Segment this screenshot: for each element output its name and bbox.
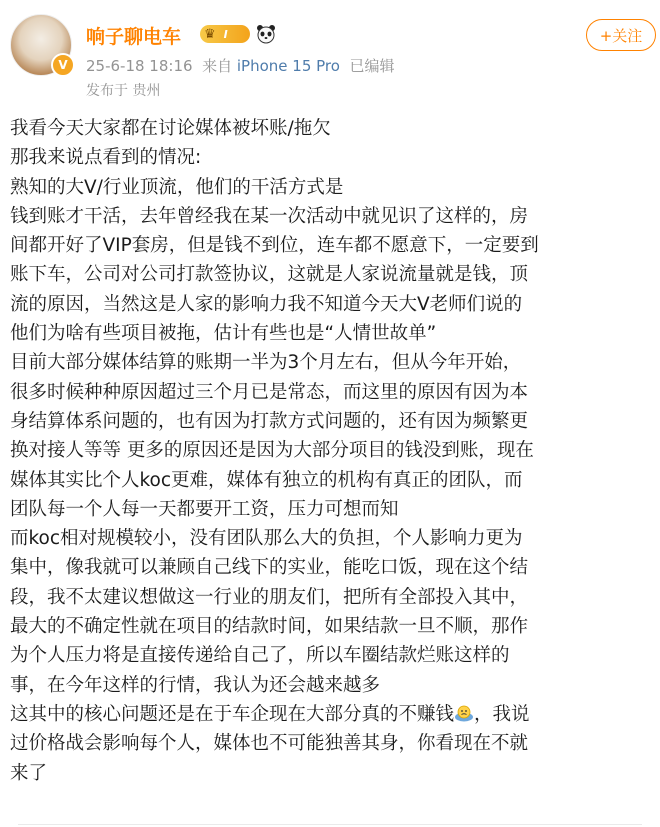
source-prefix: 来自	[202, 57, 233, 75]
content-line: 为个人压力将是直接传递给自己了，所以车圈结款烂账这样的	[10, 645, 510, 667]
content-line: 事，在今年这样的行情，我认为还会越来越多	[10, 674, 381, 696]
content-line: 很多时候种种原因超过三个月已是常态，而这里的原因有因为本	[10, 381, 529, 403]
content-line: 来了	[10, 762, 48, 784]
content-line: 他们为啥有些项目被拖，估计有些也是“人情世故单”	[10, 323, 437, 345]
edited-label[interactable]: 已编辑	[349, 57, 395, 75]
content-line: 身结算体系问题的，也有因为打款方式问题的，还有因为频繁更	[10, 410, 529, 432]
verified-v-icon: V	[51, 53, 75, 77]
post-content	[10, 114, 655, 788]
author-name[interactable]: 响子聊电车	[86, 26, 182, 48]
content-line: 集中，像我就可以兼顾自己线下的实业，能吃口饭，现在这个结	[10, 557, 529, 579]
content-line: 流的原因，当然这是人家的影响力我不知道今天大V老师们说的	[10, 293, 523, 315]
content-line: 媒体其实比个人koc更难，媒体有独立的机构有真正的团队，而	[10, 469, 523, 491]
level-label: I	[223, 27, 228, 41]
content-line: 而koc相对规模较小，没有团队那么大的负担，个人影响力更为	[10, 528, 523, 550]
content-line: 账下车，公司对公司打款签协议，这就是人家说流量就是钱，顶	[10, 264, 529, 286]
emoji-icon	[454, 704, 474, 722]
content-line: 我看今天大家都在讨论媒体被坏账/拖欠	[10, 118, 331, 139]
crown-level-icon: ♛	[204, 26, 216, 42]
follow-button[interactable]: +关注	[586, 19, 656, 51]
post-location: 发布于 贵州	[86, 83, 161, 99]
content-line: 那我来说点看到的情况:	[10, 147, 202, 169]
content-fragment: ，我说	[474, 703, 530, 725]
post-time[interactable]: 25-6-18 18:16	[86, 57, 193, 75]
content-fragment: 这其中的核心问题还是在于车企现在大部分真的不赚钱	[10, 703, 455, 725]
content-line: 钱到账才干活，去年曾经我在某一次活动中就见识了这样的，房	[10, 205, 529, 227]
content-line: 间都开好了VIP套房，但是钱不到位，连车都不愿意下，一定要到	[10, 235, 539, 257]
divider	[18, 824, 642, 825]
content-line: 过价格战会影响每个人，媒体也不可能独善其身，你看现在不就	[10, 733, 529, 755]
avatar[interactable]	[10, 14, 72, 76]
post-meta	[86, 55, 395, 76]
content-line: 换对接人等等 更多的原因还是因为大部分项目的钱没到账，现在	[10, 440, 534, 462]
level-badge[interactable]	[200, 25, 250, 43]
content-line: 团队每一个人每一天都要开工资，压力可想而知	[10, 498, 399, 520]
content-line: 目前大部分媒体结算的账期一半为3个月左右，但从今年开始，	[10, 352, 522, 374]
content-line-with-emoji	[10, 700, 655, 729]
device-link[interactable]: iPhone 15 Pro	[236, 57, 340, 75]
content-line: 最大的不确定性就在项目的结款时间，如果结款一旦不顺，那作	[10, 616, 529, 638]
panda-icon	[256, 24, 276, 44]
content-line: 熟知的大V/行业顶流，他们的干活方式是	[10, 176, 344, 198]
content-line: 段，我不太建议想做这一行业的朋友们，把所有全部投入其中，	[10, 586, 529, 608]
